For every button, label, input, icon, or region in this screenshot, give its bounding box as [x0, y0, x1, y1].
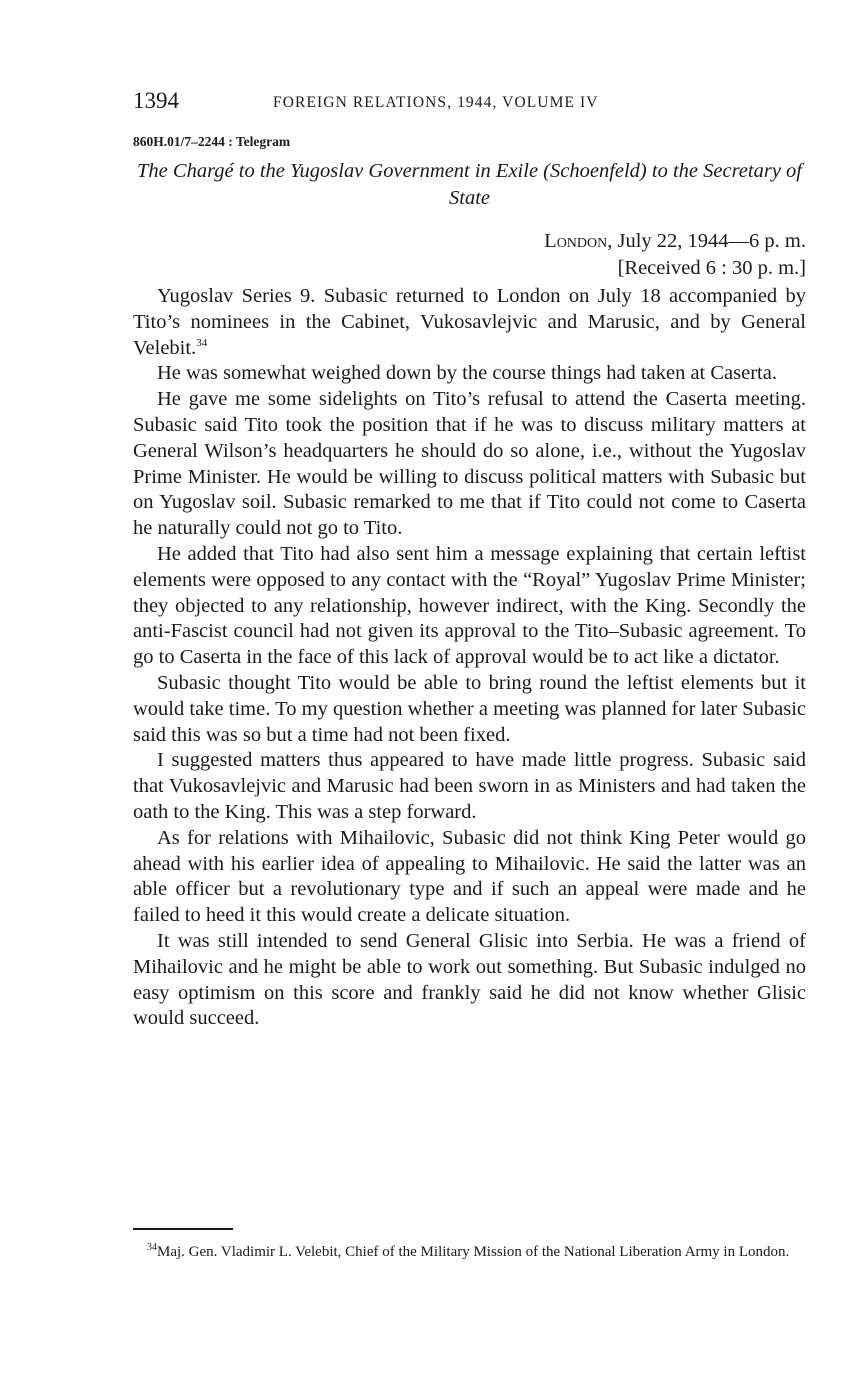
running-head — [133, 88, 806, 118]
dateline-sent — [544, 228, 806, 255]
dateline-place: London — [544, 230, 608, 252]
footnote-reference: 34 — [196, 336, 208, 349]
paragraph: He added that Tito had also sent him a message explaining that certain leftist elements were opposed to any contact with the “Royal” Yugoslav Prime Minister; they objected to any relationship, however indirect, with the King. Secondly the anti-Fascist council had not given its approval to the Tito–Subasic agreement. To go to Caserta in the face of this lack of approval would be to act like a dictator. — [133, 542, 806, 669]
paragraph: It was still intended to send General Glisic into Serbia. He was a friend of Mihailovic and he might be able to work out something. But Subasic indulged no easy optimism on this score and frankly said he did not know whether Glisic would succeed. — [133, 929, 806, 1030]
paragraph: Subasic thought Tito would be able to bring round the leftist elements but it would take time. To my question whether a meeting was planned for later Subasic said this was so but a time had not been fixed. — [133, 671, 806, 746]
paragraph: I suggested matters thus appeared to have made little progress. Subasic said that Vukosavlejvic and Marusic had been sworn in as Ministers and had taken the oath to the King. This was a step forward. — [133, 749, 806, 823]
document-title: The Chargé to the Yugoslav Government in Exile (Schoenfeld) to the Secretary of State — [137, 160, 802, 209]
dateline-date: , July 22, 1944—6 p. m. — [607, 230, 806, 252]
footnote-divider — [133, 1228, 233, 1230]
paragraph: He was somewhat weighed down by the course things had taken at Caserta. — [157, 362, 777, 385]
dateline-received: [Received 6 : 30 p. m.] — [617, 257, 806, 279]
paragraph: As for relations with Mihailovic, Subasic did not think King Peter would go ahead with his earlier idea of appealing to Mihailovic. He said the latter was an able officer but a revolutionary type and if such an appeal were made and he failed to heed it this would create a delicate situation. — [133, 826, 806, 927]
file-number: 860H.01/7–2244 : Telegram — [133, 134, 291, 149]
running-title: FOREIGN RELATIONS, 1944, VOLUME IV — [273, 94, 599, 111]
paragraph: He gave me some sidelights on Tito’s refusal to attend the Caserta meeting. Subasic said Tito took the position that if he was to discuss military matters at General Wilson’s headquarters he should do so alone, i.e., without the Yugoslav Prime Minister. He would be willing to discuss political matters with Subasic but on Yugoslav soil. Subasic remarked to me that if Tito could not come to Caserta he naturally could not go to Tito. — [133, 388, 806, 540]
footnote — [133, 1244, 806, 1261]
footnote-text: Maj. Gen. Vladimir L. Velebit, Chief of the Military Mission of the National Liberation Army in London. — [157, 1244, 790, 1260]
body-text — [133, 284, 806, 1032]
paragraph — [133, 284, 806, 361]
footnote-mark: 34 — [147, 1242, 157, 1253]
dateline — [544, 228, 806, 282]
paragraph-text: Yugoslav Series 9. Subasic returned to London on July 18 accompanied by Tito’s nominees in the Cabinet, Vukosavlejvic and Marusic, and by General Velebit. — [133, 285, 806, 359]
page-number: 1394 — [133, 88, 179, 113]
